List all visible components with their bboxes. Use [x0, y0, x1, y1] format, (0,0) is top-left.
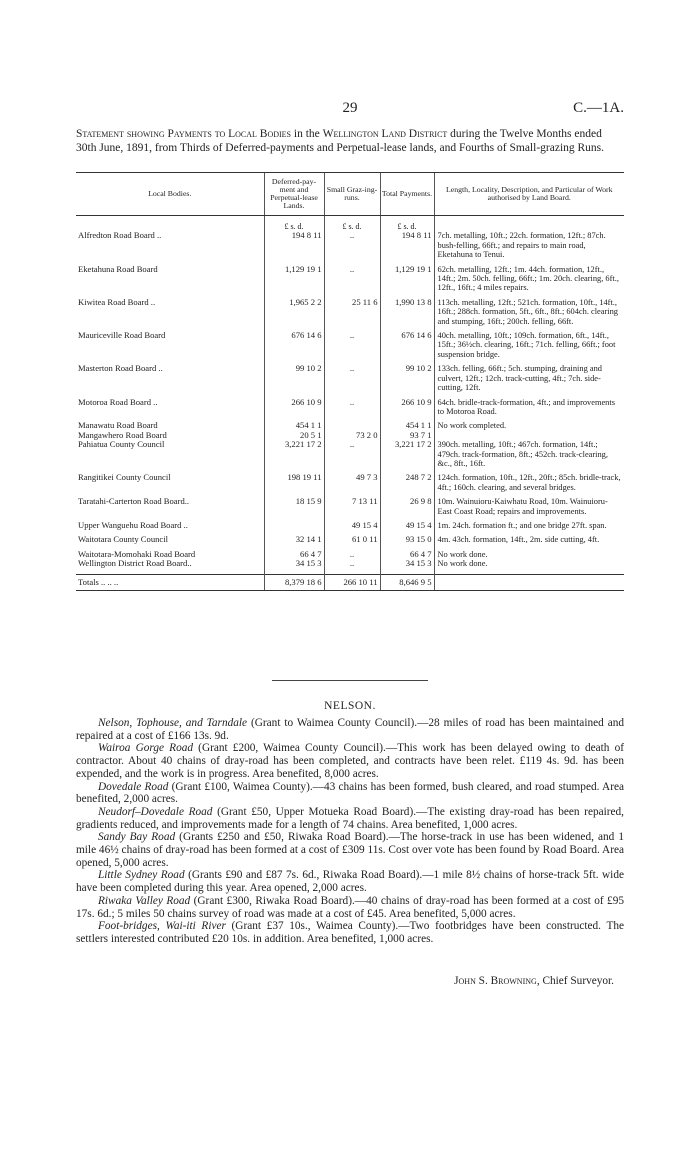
table-row	[76, 231, 624, 264]
section-divider	[272, 680, 428, 681]
cell-total: 49 15 4	[380, 521, 434, 535]
cell-local-body: Mangawhero Road Board	[78, 429, 167, 440]
cell-total: 26 9 8	[380, 497, 434, 521]
table-body	[76, 216, 624, 591]
cell-local-body: Eketahuna Road Board	[78, 263, 158, 274]
cell-local-body: Masterton Road Board ..	[78, 363, 163, 374]
cell-deferred: 3,221 17 2	[264, 440, 324, 473]
road-name: Neudorf–Dovedale Road	[98, 805, 213, 818]
table-row	[76, 473, 624, 497]
cell-deferred: 32 14 1	[264, 535, 324, 549]
table-row	[76, 440, 624, 473]
title-mid: in the	[291, 128, 323, 140]
cell-description: No work completed.	[434, 421, 624, 430]
totals-total: 8,646 9 5	[380, 574, 434, 590]
cell-local-body: Taratahi-Carterton Road Board..	[78, 496, 190, 507]
cell-total: 93 15 0	[380, 535, 434, 549]
paragraph-text: (Grant £50, Upper Motueka Road Board).—The existing dray-road has been repaired, gradients reduced, and improvements made for a length of 74 chains. Area benefited, 1,000 acres.	[76, 805, 625, 831]
nelson-heading: NELSON.	[324, 700, 376, 712]
statement-title	[76, 128, 624, 155]
cell-deferred: 454 1 1	[264, 421, 324, 430]
totals-deferred: 8,379 18 6	[264, 574, 324, 590]
cell-grazing: ..	[324, 559, 380, 574]
table-row	[76, 398, 624, 422]
cell-local-body: Manawatu Road Board	[78, 420, 158, 431]
cell-description: No work done.	[434, 559, 624, 574]
header-total: Total Payments.	[380, 173, 434, 216]
cell-total: 194 8 11	[380, 231, 434, 264]
paragraph-text: (Grants £250 and £50, Riwaka Road Board).—The horse-track in use has been widened, and 1 mile 46½ chains of dray-road has been formed at a cost of £309 11s. Cost over vote has been found by Road Board. Area opened, 5,000 acres.	[76, 831, 624, 869]
cell-grazing: 61 0 11	[324, 535, 380, 549]
cell-local-body: Alfredton Road Board ..	[78, 230, 162, 241]
unit-grazing: £ s. d.	[324, 216, 380, 232]
cell-grazing: ..	[324, 265, 380, 298]
cell-total: 676 14 6	[380, 331, 434, 364]
cell-description: 113ch. metalling, 12ft.; 521ch. formation, 10ft., 14ft., 16ft.; 288ch. formation, 5ft., 6ft., 8ft.; 604ch. clearing and stumping, 16ft.; 200ch. felling, 66ft.	[434, 298, 624, 331]
cell-description: 4m. 43ch. formation, 14ft., 2m. side cutting, 4ft.	[434, 535, 624, 549]
cell-deferred	[264, 521, 324, 535]
cell-description: 64ch. bridle-track-formation, 4ft.; and improvements to Motoroa Road.	[434, 398, 624, 422]
table-row	[76, 364, 624, 397]
cell-total: 454 1 1	[380, 421, 434, 430]
totals-grazing: 266 10 11	[324, 574, 380, 590]
cell-description: 40ch. metalling, 10ft.; 109ch. formation, 6ft., 14ft., 15ft.; 36½ch. clearing, 16ft.; 71ch. felling, 66ft.; foot suspension bridge.	[434, 331, 624, 364]
cell-local-body: Waitotara-Momohaki Road Board	[78, 548, 196, 559]
cell-total: 266 10 9	[380, 398, 434, 422]
nelson-section	[76, 717, 624, 946]
cell-description: 1m. 24ch. formation ft.; and one bridge 27ft. span.	[434, 521, 624, 535]
road-name: Nelson, Tophouse, and Tarndale	[98, 717, 248, 729]
cell-grazing: ..	[324, 331, 380, 364]
cell-deferred: 198 19 11	[264, 473, 324, 497]
cell-deferred: 1,129 19 1	[264, 265, 324, 298]
cell-description: 7ch. metalling, 10ft.; 22ch. formation, 12ft.; 87ch. bush-felling, 66ft.; and repairs to main road, Eketahuna to Tenui.	[434, 231, 624, 264]
cell-total: 1,129 19 1	[380, 265, 434, 298]
header-local-bodies: Local Bodies.	[76, 173, 264, 216]
cell-local-body: Wellington District Road Board..	[78, 558, 192, 569]
cell-grazing: 25 11 6	[324, 298, 380, 331]
payments-table	[76, 172, 624, 591]
cell-total: 99 10 2	[380, 364, 434, 397]
cell-local-body: Kiwitea Road Board ..	[78, 296, 156, 307]
table-header-row	[76, 173, 624, 216]
cell-deferred: 99 10 2	[264, 364, 324, 397]
paragraph-text: (Grant £100, Waimea County).—43 chains has been formed, bush cleared, and road stumped. Area benefited, 2,000 acres.	[76, 780, 624, 806]
nelson-paragraph	[76, 781, 624, 806]
table-row	[76, 497, 624, 521]
units-row	[76, 216, 624, 232]
header-grazing: Small Graz-ing-runs.	[324, 173, 380, 216]
cell-total: 1,990 13 8	[380, 298, 434, 331]
cell-total: 3,221 17 2	[380, 440, 434, 473]
table-row	[76, 298, 624, 331]
cell-grazing: 49 15 4	[324, 521, 380, 535]
document-reference: C.—1A.	[573, 100, 624, 116]
cell-grazing: ..	[324, 231, 380, 264]
cell-local-body: Waitotara County Council	[78, 534, 169, 545]
nelson-paragraph	[76, 895, 624, 920]
cell-local-body: Upper Wanguehu Road Board ..	[78, 519, 188, 530]
paragraph-text: (Grants £90 and £87 7s. 6d., Riwaka Road Board).—1 mile 8½ chains of horse-track 5ft. wide have been completed during this year. Area opened, 2,000 acres.	[76, 869, 624, 895]
table-row	[76, 265, 624, 298]
cell-total: 93 7 1	[380, 431, 434, 440]
cell-deferred: 66 4 7	[264, 550, 324, 559]
cell-grazing: 73 2 0	[324, 431, 380, 440]
cell-description: No work done.	[434, 550, 624, 559]
payments-table-wrapper	[76, 172, 624, 591]
road-name: Foot-bridges, Wai-iti River	[98, 920, 226, 933]
paragraph-text: (Grant to Waimea County Council).—28 miles of road has been maintained and repaired at a cost of £166 13s. 9d.	[76, 717, 625, 742]
cell-description: 124ch. formation, 10ft., 12ft., 20ft.; 85ch. bridle-track, 4ft.; 160ch. clearing, and several bridges.	[434, 473, 624, 497]
cell-description: 62ch. metalling, 12ft.; 1m. 44ch. formation, 12ft., 14ft.; 2m. 50ch. felling, 66ft.; 1m. 20ch. clearing, 6ft., 12ft., 16ft.; 4 miles repairs.	[434, 265, 624, 298]
nelson-paragraph	[76, 831, 624, 869]
cell-grazing: ..	[324, 398, 380, 422]
cell-deferred: 194 8 11	[264, 231, 324, 264]
signature	[454, 975, 614, 987]
totals-row	[76, 574, 624, 590]
nelson-paragraph	[76, 869, 624, 894]
page-number: 29	[342, 100, 358, 116]
cell-grazing: 7 13 11	[324, 497, 380, 521]
cell-description	[434, 431, 624, 440]
cell-local-body: Mauriceville Road Board	[78, 330, 166, 341]
road-name: Little Sydney Road	[98, 869, 185, 882]
header-deferred: Deferred-pay-ment and Perpetual-lease Lands.	[264, 173, 324, 216]
cell-grazing: ..	[324, 364, 380, 397]
cell-grazing: ..	[324, 550, 380, 559]
cell-deferred: 676 14 6	[264, 331, 324, 364]
table-row	[76, 521, 624, 535]
cell-local-body: Pahiatua County Council	[78, 439, 165, 450]
signature-title: , Chief Surveyor.	[536, 975, 614, 987]
cell-total: 248 7 2	[380, 473, 434, 497]
cell-total: 66 4 7	[380, 550, 434, 559]
road-name: Sandy Bay Road	[98, 831, 176, 844]
table-row	[76, 559, 624, 574]
cell-deferred: 34 15 3	[264, 559, 324, 574]
cell-description: 390ch. metalling, 10ft.; 467ch. formation, 14ft.; 479ch. track-formation, 8ft.; 452ch. track-clearing, &c., 8ft., 16ft.	[434, 440, 624, 473]
paragraph-text: (Grant £300, Riwaka Road Board).—40 chains of dray-road has been formed at a cost of £95 17s. 6d.; 5 miles 50 chains survey of road was made at a cost of £45. Area benefited, 5,000 acres.	[76, 894, 625, 920]
road-name: Dovedale Road	[98, 780, 169, 793]
paragraph-text: (Grant £37 10s., Waimea County).—Two footbridges have been constructed. The settlers interested contributed £20 10s. in addition. Area benefited, 1,000 acres.	[76, 920, 625, 945]
title-district: Wellington Land District	[322, 128, 448, 140]
title-rest: during the Twelve Months ended 30th June, 1891, from Thirds of Deferred-payments and Perpetual-lease lands, and Fourths of Small-grazing Runs.	[76, 128, 605, 154]
nelson-paragraph	[76, 717, 624, 742]
signature-name: John S. Browning	[454, 975, 537, 987]
nelson-paragraph	[76, 806, 624, 831]
header-description: Length, Locality, Description, and Particular of Work authorised by Land Board.	[434, 173, 624, 216]
table-row	[76, 331, 624, 364]
unit-deferred: £ s. d.	[264, 216, 324, 232]
cell-deferred: 20 5 1	[264, 431, 324, 440]
cell-description: 10m. Wainuioru-Kaiwhatu Road, 10m. Wainuioru-East Coast Road; repairs and improvements.	[434, 497, 624, 521]
paragraph-text: (Grant £200, Waimea County Council).—This work has been delayed owing to death of contractor. About 40 chains of dray-road has been completed, and contracts have been relet. £119 4s. 9d. has been expended, and the work is in progress. Area benefited, 8,000 acres.	[76, 742, 625, 780]
cell-local-body: Rangitikei County Council	[78, 472, 171, 483]
road-name: Riwaka Valley Road	[98, 894, 191, 907]
cell-deferred: 266 10 9	[264, 398, 324, 422]
table-row	[76, 535, 624, 549]
cell-deferred: 18 15 9	[264, 497, 324, 521]
totals-label: Totals .. .. ..	[76, 574, 264, 590]
cell-description: 133ch. felling, 66ft.; 5ch. stumping, draining and culvert, 12ft.; 12ch. track-cutting, 4ft.; 7ch. side-cutting, 12ft.	[434, 364, 624, 397]
cell-deferred: 1,965 2 2	[264, 298, 324, 331]
unit-total: £ s. d.	[380, 216, 434, 232]
nelson-paragraph	[76, 742, 624, 780]
cell-grazing: 49 7 3	[324, 473, 380, 497]
cell-grazing: ..	[324, 440, 380, 473]
nelson-paragraph	[76, 920, 624, 945]
road-name: Wairoa Gorge Road	[98, 742, 194, 755]
title-lead: Statement showing Payments to Local Bodies	[76, 128, 291, 140]
cell-total: 34 15 3	[380, 559, 434, 574]
cell-local-body: Motoroa Road Board ..	[78, 396, 158, 407]
